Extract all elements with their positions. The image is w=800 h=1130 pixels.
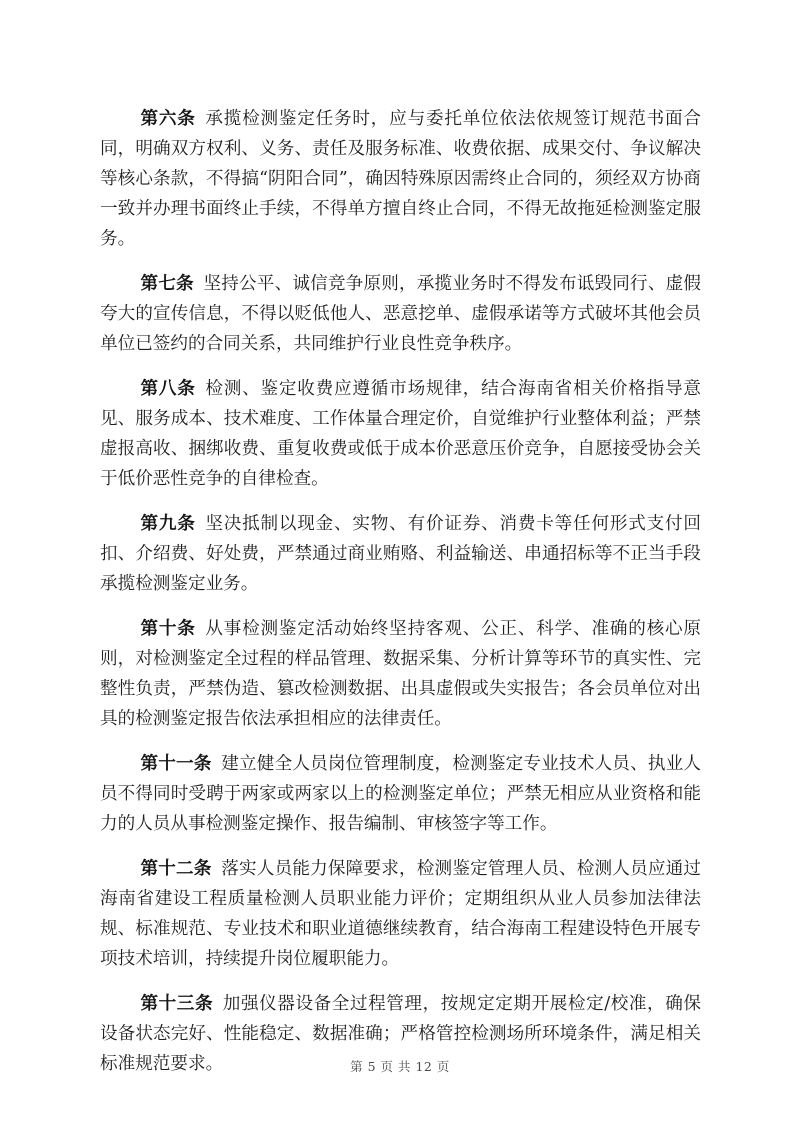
article-text: 加强仪器设备全过程管理，按规定定期开展检定/校准，确保设备状态完好、性能稳定、数据准确；严格管控检测场所环境条件，满足相关标准规范要求。 — [100, 994, 701, 1074]
article-number: 第八条 — [140, 378, 196, 399]
page-number-footer: 第 5 页 共 12 页 — [350, 1059, 450, 1074]
article-text: 从事检测鉴定活动始终坚持客观、公正、科学、准确的核心原则，对检测鉴定全过程的样品管理、数据采集、分析计算等环节的真实性、完整性负责，严禁伪造、篡改检测数据、出具虚假或失实报告；各会员单位对出具的检测鉴定报告依法承担相应的法律责任。 — [100, 619, 701, 729]
article-text: 落实人员能力保障要求，检测鉴定管理人员、检测人员应通过海南省建设工程质量检测人员职业能力评价；定期组织从业人员参加法律法规、标准规范、专业技术和职业道德继续教育，结合海南工程建设特色开展专项技术培训，持续提升岗位履职能力。 — [100, 859, 701, 969]
article-paragraph — [100, 509, 701, 599]
article-text: 坚决抵制以现金、实物、有价证券、消费卡等任何形式支付回扣、介绍费、好处费，严禁通过商业贿赂、利益输送、串通招标等不正当手段承揽检测鉴定业务。 — [100, 514, 701, 594]
article-paragraph — [100, 614, 701, 734]
article-number: 第九条 — [140, 513, 196, 534]
article-number: 第十条 — [140, 618, 196, 639]
article-number: 第十二条 — [140, 858, 212, 879]
article-text: 坚持公平、诚信竞争原则，承揽业务时不得发布诋毁同行、虚假夸大的宣传信息，不得以贬低他人、恶意挖单、虚假承诺等方式破坏其他会员单位已签约的合同关系，共同维护行业良性竞争秩序。 — [100, 274, 701, 354]
article-paragraph — [100, 104, 701, 254]
article-number: 第七条 — [140, 273, 194, 294]
document-body — [100, 104, 701, 1094]
article-paragraph — [100, 374, 701, 494]
article-text: 建立健全人员岗位管理制度，检测鉴定专业技术人员、执业人员不得同时受聘于两家或两家以上的检测鉴定单位；严禁无相应从业资格和能力的人员从事检测鉴定操作、报告编制、审核签字等工作。 — [100, 754, 701, 834]
article-paragraph — [100, 269, 701, 359]
article-text: 检测、鉴定收费应遵循市场规律，结合海南省相关价格指导意见、服务成本、技术难度、工作体量合理定价，自觉维护行业整体利益；严禁虚报高收、捆绑收费、重复收费或低于成本价恶意压价竞争，自愿接受协会关于低价恶性竞争的自律检查。 — [100, 379, 701, 489]
article-number: 第十三条 — [140, 993, 214, 1014]
article-number: 第六条 — [140, 108, 196, 129]
article-number: 第十一条 — [140, 753, 212, 774]
article-text: 承揽检测鉴定任务时，应与委托单位依法依规签订规范书面合同，明确双方权利、义务、责任及服务标准、收费依据、成果交付、争议解决等核心条款，不得搞“阴阳合同”，确因特殊原因需终止合同的，须经双方协商一致并办理书面终止手续，不得单方擅自终止合同，不得无故拖延检测鉴定服务。 — [100, 109, 701, 249]
article-paragraph — [100, 854, 701, 974]
article-paragraph — [100, 749, 701, 839]
